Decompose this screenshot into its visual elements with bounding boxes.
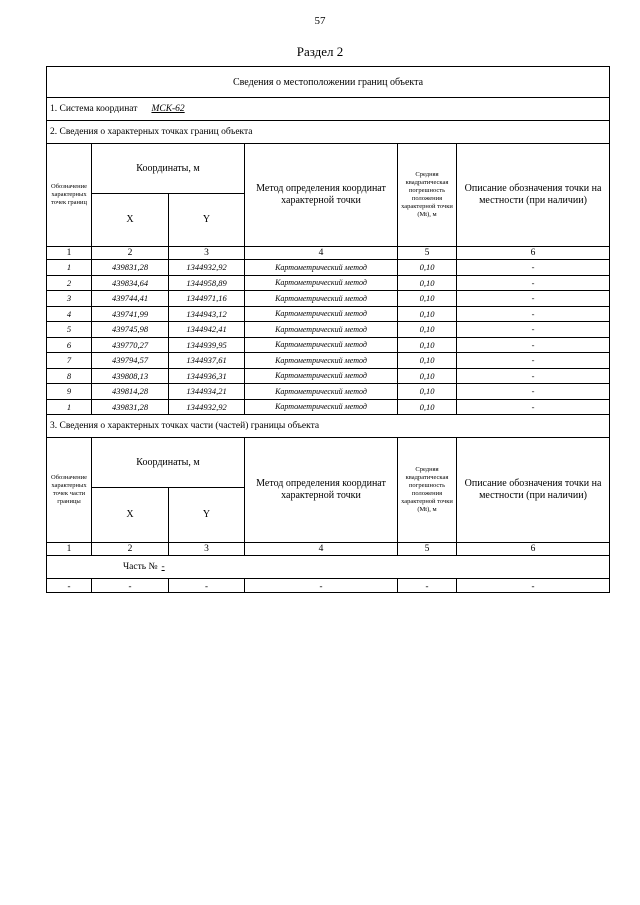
col-coords: Координаты, м — [92, 438, 245, 488]
table-row — [47, 384, 610, 400]
table-cell: 0,10 — [398, 337, 457, 353]
table-cell: Картометрический метод — [245, 322, 398, 338]
table-cell: 1344934,21 — [169, 384, 245, 400]
section2-title: 2. Сведения о характерных точках границ объекта — [47, 121, 610, 144]
table-cell: 1 — [47, 260, 92, 276]
table-cell: - — [457, 275, 610, 291]
table-cell: 0,10 — [398, 260, 457, 276]
col-number: 6 — [457, 247, 610, 260]
table-row — [47, 337, 610, 353]
table-row — [47, 322, 610, 338]
table-cell: - — [457, 353, 610, 369]
table-cell: 1344932,92 — [169, 260, 245, 276]
table-cell: 439794,57 — [92, 353, 169, 369]
coordinate-system-row — [47, 98, 610, 121]
col-description: Описание обозначения точки на местности (при наличии) — [457, 438, 610, 543]
table-cell: - — [457, 306, 610, 322]
table-cell: - — [457, 337, 610, 353]
table-cell: 7 — [47, 353, 92, 369]
part-number-row — [47, 556, 610, 579]
table-cell: - — [47, 579, 92, 593]
table-cell: Картометрический метод — [245, 306, 398, 322]
table-cell: 1344971,16 — [169, 291, 245, 307]
section-title: Раздел 2 — [296, 44, 344, 59]
col-number: 5 — [398, 543, 457, 556]
table-cell: 0,10 — [398, 399, 457, 415]
table-cell: 2 — [47, 275, 92, 291]
table-cell: - — [92, 579, 169, 593]
col-description: Описание обозначения точки на местности (при наличии) — [457, 144, 610, 247]
col-method: Метод определения координат характерной точки — [245, 438, 398, 543]
col-number: 6 — [457, 543, 610, 556]
section3-title: 3. Сведения о характерных точках части (частей) границы объекта — [47, 415, 610, 438]
table-cell: - — [457, 260, 610, 276]
table-cell: 3 — [47, 291, 92, 307]
table-cell: 439770,27 — [92, 337, 169, 353]
table-cell: 439808,13 — [92, 368, 169, 384]
table-cell: 6 — [47, 337, 92, 353]
col-point-label: Обозначение характерных точек границ — [47, 144, 92, 247]
col-method: Метод определения координат характерной точки — [245, 144, 398, 247]
col-number: 3 — [169, 247, 245, 260]
table-cell: 4 — [47, 306, 92, 322]
table-cell: - — [457, 322, 610, 338]
table-cell: 0,10 — [398, 275, 457, 291]
table-cell: 1344937,61 — [169, 353, 245, 369]
table-cell: 0,10 — [398, 306, 457, 322]
table-cell: Картометрический метод — [245, 260, 398, 276]
table-row — [47, 291, 610, 307]
col-x: X — [92, 488, 169, 543]
part-value: - — [161, 562, 165, 572]
boundary-table — [46, 66, 609, 593]
table-cell: 439741,99 — [92, 306, 169, 322]
table-cell: Картометрический метод — [245, 353, 398, 369]
table-cell: Картометрический метод — [245, 399, 398, 415]
coordinate-system-value: МСК-62 — [151, 104, 185, 114]
col-number: 2 — [92, 543, 169, 556]
table-row — [47, 353, 610, 369]
col-number: 4 — [245, 543, 398, 556]
table-cell: - — [398, 579, 457, 593]
col-x: X — [92, 194, 169, 247]
table-cell: - — [457, 579, 610, 593]
table-cell: 0,10 — [398, 322, 457, 338]
col-number: 3 — [169, 543, 245, 556]
table-cell: 439814,28 — [92, 384, 169, 400]
table-cell: 439744,41 — [92, 291, 169, 307]
col-number: 4 — [245, 247, 398, 260]
table-cell: 0,10 — [398, 353, 457, 369]
table-row — [47, 399, 610, 415]
table-row — [47, 260, 610, 276]
col-accuracy: Средняя квадратическая погрешность положения характерной точки (Mt), м — [398, 438, 457, 543]
table-cell: 439834,64 — [92, 275, 169, 291]
table-cell: Картометрический метод — [245, 368, 398, 384]
table-cell: Картометрический метод — [245, 337, 398, 353]
col-point-label: Обозначение характерных точек части границы — [47, 438, 92, 543]
table-cell: 0,10 — [398, 384, 457, 400]
table-cell: 439831,28 — [92, 399, 169, 415]
table-cell: 1344939,95 — [169, 337, 245, 353]
col-accuracy: Средняя квадратическая погрешность положения характерной точки (Mt), м — [398, 144, 457, 247]
table-cell: - — [245, 579, 398, 593]
table-cell: Картометрический метод — [245, 275, 398, 291]
column-numbers-row — [47, 543, 610, 556]
table-row — [47, 306, 610, 322]
col-y: Y — [169, 488, 245, 543]
column-numbers-row — [47, 247, 610, 260]
table-cell: - — [169, 579, 245, 593]
col-number: 2 — [92, 247, 169, 260]
col-number: 1 — [47, 543, 92, 556]
col-number: 1 — [47, 247, 92, 260]
table-row — [47, 368, 610, 384]
table-cell: 1 — [47, 399, 92, 415]
coordinate-system-label: 1. Система координат — [50, 104, 138, 114]
table-cell: 0,10 — [398, 368, 457, 384]
table-cell: 1344936,31 — [169, 368, 245, 384]
table-cell: - — [457, 384, 610, 400]
part-data-row — [47, 579, 610, 593]
table-cell: 439831,28 — [92, 260, 169, 276]
table-cell: - — [457, 291, 610, 307]
table-cell: 1344958,89 — [169, 275, 245, 291]
table-cell: - — [457, 399, 610, 415]
page-number: 57 — [314, 15, 326, 27]
table-cell: 9 — [47, 384, 92, 400]
table-cell: 439745,98 — [92, 322, 169, 338]
table-cell: 0,10 — [398, 291, 457, 307]
col-number: 5 — [398, 247, 457, 260]
table-cell: 1344942,41 — [169, 322, 245, 338]
table-cell: 1344943,12 — [169, 306, 245, 322]
table-cell: - — [457, 368, 610, 384]
col-coords: Координаты, м — [92, 144, 245, 194]
table-title: Сведения о местоположении границ объекта — [47, 67, 610, 98]
table-cell: 5 — [47, 322, 92, 338]
table-cell: 1344932,92 — [169, 399, 245, 415]
col-y: Y — [169, 194, 245, 247]
part-label: Часть № — [123, 562, 158, 572]
table-cell: Картометрический метод — [245, 384, 398, 400]
table-cell: Картометрический метод — [245, 291, 398, 307]
table-cell: 8 — [47, 368, 92, 384]
table-row — [47, 275, 610, 291]
